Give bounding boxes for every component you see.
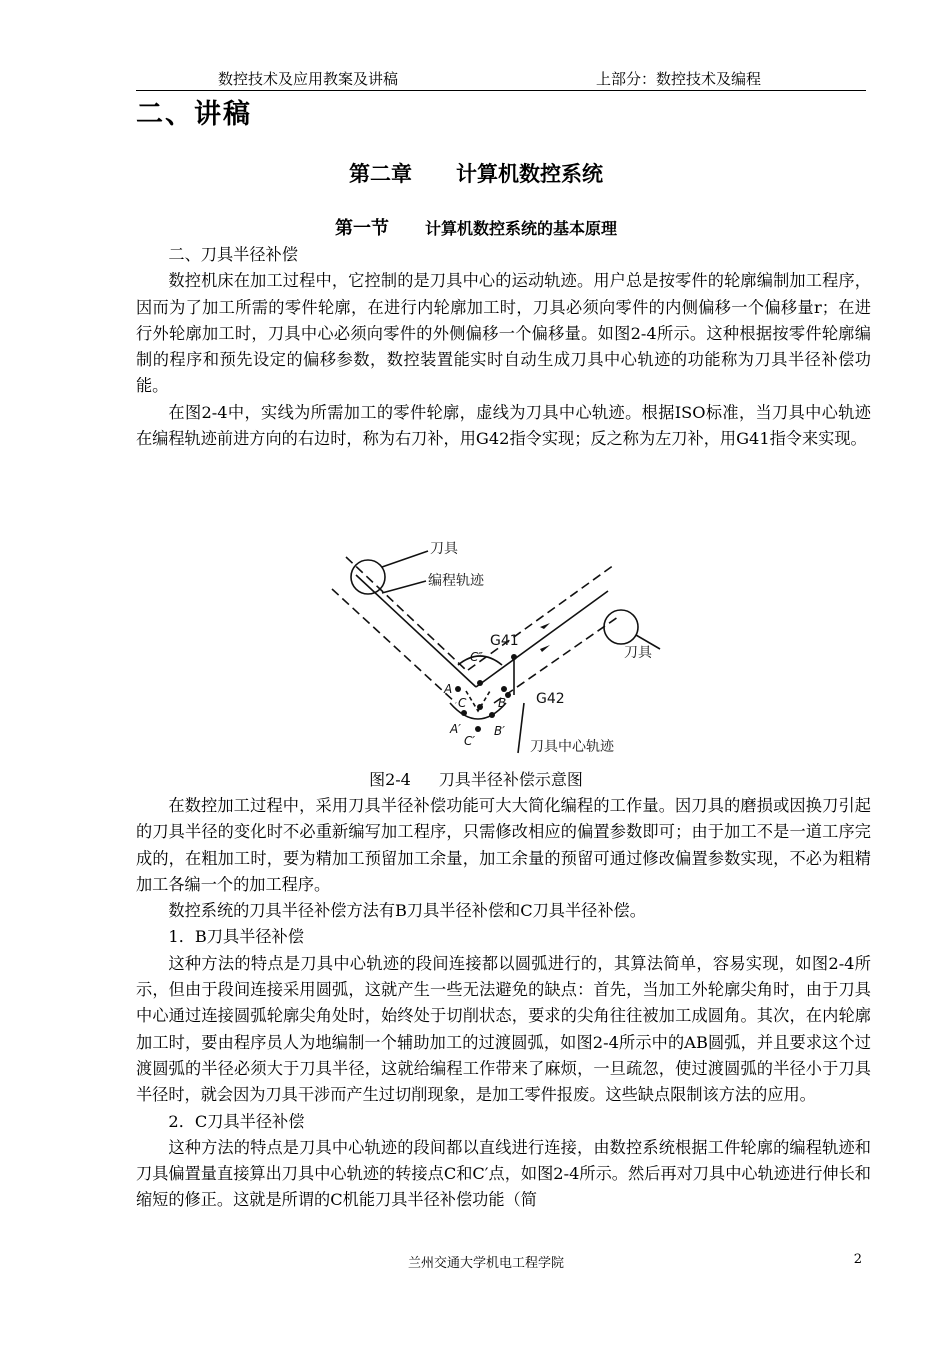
paragraph: 在图2-4中，实线为所需加工的零件轮廓，虚线为刀具中心轨迹。根据ISO标准，当刀具中心轨迹在编程轨迹前进方向的右边时，称为右刀补，用G42指令实现；反之称为左刀补，用G41指令来实现。 bbox=[136, 402, 871, 449]
caption-number: 图2-4 bbox=[369, 770, 411, 789]
label-tool-top: 刀具 bbox=[430, 541, 458, 557]
point-c1 bbox=[475, 726, 481, 732]
paragraph: 在数控加工过程中，采用刀具半径补偿功能可大大简化编程的工作量。因刀具的磨损或因换刀引起的刀具半径的变化时不必重新编写加工程序，只需修改相应的偏置参数即可；由于加工不是一道工序完成的，在粗加工时，要为精加工预留加工余量，加工余量的预留可通过修改偏置参数实现，不必为粗精加工各编一个的加工程序。 bbox=[136, 796, 871, 894]
paragraph: 这种方法的特点是刀具中心轨迹的段间连接都以圆弧进行的，其算法简单，容易实现，如图2-4所示，但由于段间连接采用圆弧，这就产生一些无法避免的缺点：首先，当加工外轮廓尖角时，由于刀具中心通过连接圆弧轮廓尖角处时，始终处于切削状态，要求的尖角往往被加工成圆角。其次，在内轮廓加工时，要由程序员人为地编制一个辅助加工的过渡圆弧，如图2-4所示中的AB圆弧，并且要求这个过渡圆弧的半径必须大于刀具半径，这就给编程工作带来了麻烦，一旦疏忽，使过渡圆弧的半径小于刀具半径时，就会因为刀具干涉而产生过切削现象，是加工零件报废。这些缺点限制该方法的应用。 bbox=[136, 953, 871, 1105]
label-tool-right: 刀具 bbox=[624, 645, 652, 661]
figure-caption bbox=[0, 767, 952, 790]
point-b bbox=[501, 686, 507, 692]
chapter-heading bbox=[0, 158, 952, 188]
subheading-c-comp: 2．C刀具半径补偿 bbox=[168, 1111, 305, 1131]
label-g42: G42 bbox=[536, 691, 565, 707]
footer-institution: 兰州交通大学机电工程学院 bbox=[407, 1256, 564, 1271]
bottom-text-block bbox=[136, 793, 871, 1214]
label-b: B bbox=[498, 696, 507, 710]
section-title: 二、讲稿 bbox=[136, 99, 252, 130]
section-heading bbox=[0, 214, 952, 240]
subheading-radius-comp: 二、刀具半径补偿 bbox=[168, 245, 298, 264]
leader-tool-top bbox=[382, 551, 428, 567]
page-header bbox=[136, 68, 866, 91]
leader-program-path bbox=[382, 581, 426, 593]
subheading-b-comp: 1．B刀具半径补偿 bbox=[168, 927, 304, 947]
program-path-left bbox=[356, 575, 476, 687]
label-program-path: 编程轨迹 bbox=[428, 573, 484, 589]
paragraph: 这种方法的特点是刀具中心轨迹的段间都以直线进行连接，由数控系统根据工件轮廓的编程轨迹和刀具偏置量直接算出刀具中心轨迹的转接点C和C′点，如图2-4所示。然后再对刀具中心轨迹进行伸长和缩短的修正。这就是所谓的C机能刀具半径补偿功能（简 bbox=[136, 1137, 871, 1210]
g41-path-right bbox=[468, 565, 614, 670]
label-b1: B′ bbox=[494, 724, 505, 738]
arrow-icon bbox=[540, 623, 550, 629]
point-c2 bbox=[477, 680, 483, 686]
label-center-path: 刀具中心轨迹 bbox=[530, 739, 614, 755]
header-left: 数控技术及应用教案及讲稿 bbox=[218, 70, 399, 88]
chapter-number: 第二章 bbox=[349, 162, 412, 186]
arrow-icon bbox=[540, 645, 550, 652]
paragraph: 数控机床在加工过程中，它控制的是刀具中心的运动轨迹。用户总是按零件的轮廓编制加工程序，因而为了加工所需的零件轮廓，在进行内轮廓加工时，刀具必须向零件的内侧偏移一个偏移量r；在进行外轮廓加工时，刀具中心必须向零件的外侧偏移一个偏移量。如图2-4所示。这种根据按零件轮廓编制的程序和预先设定的偏移参数，数控装置能实时自动生成刀具中心轨迹的功能称为刀具半径补偿功能。 bbox=[136, 271, 871, 396]
leader-center-path bbox=[518, 703, 524, 753]
center-path-left bbox=[332, 589, 456, 703]
point-a1 bbox=[461, 710, 467, 716]
header-right: 上部分：数控技术及编程 bbox=[596, 70, 762, 88]
caption-text: 刀具半径补偿示意图 bbox=[438, 770, 583, 789]
label-c2: C″ bbox=[470, 650, 483, 664]
point-a bbox=[455, 686, 461, 692]
paragraph: 数控系统的刀具半径补偿方法有B刀具半径补偿和C刀具半径补偿。 bbox=[168, 901, 646, 921]
tool-circle-right bbox=[604, 610, 638, 644]
label-a1: A′ bbox=[450, 722, 461, 736]
label-c1: C′ bbox=[464, 734, 476, 748]
tool-radius-compensation-figure bbox=[318, 525, 688, 770]
label-a: A bbox=[444, 682, 453, 696]
point-b1 bbox=[489, 712, 495, 718]
section-number: 第一节 bbox=[334, 218, 389, 239]
point-c bbox=[477, 704, 483, 710]
page-number: 2 bbox=[853, 1252, 862, 1267]
top-text-block bbox=[136, 242, 871, 452]
section-heading-title: 计算机数控系统的基本原理 bbox=[424, 219, 617, 238]
point-g41 bbox=[511, 654, 517, 660]
label-c: C bbox=[458, 696, 467, 710]
label-g41: G41 bbox=[490, 633, 519, 649]
chapter-title: 计算机数控系统 bbox=[456, 162, 603, 186]
